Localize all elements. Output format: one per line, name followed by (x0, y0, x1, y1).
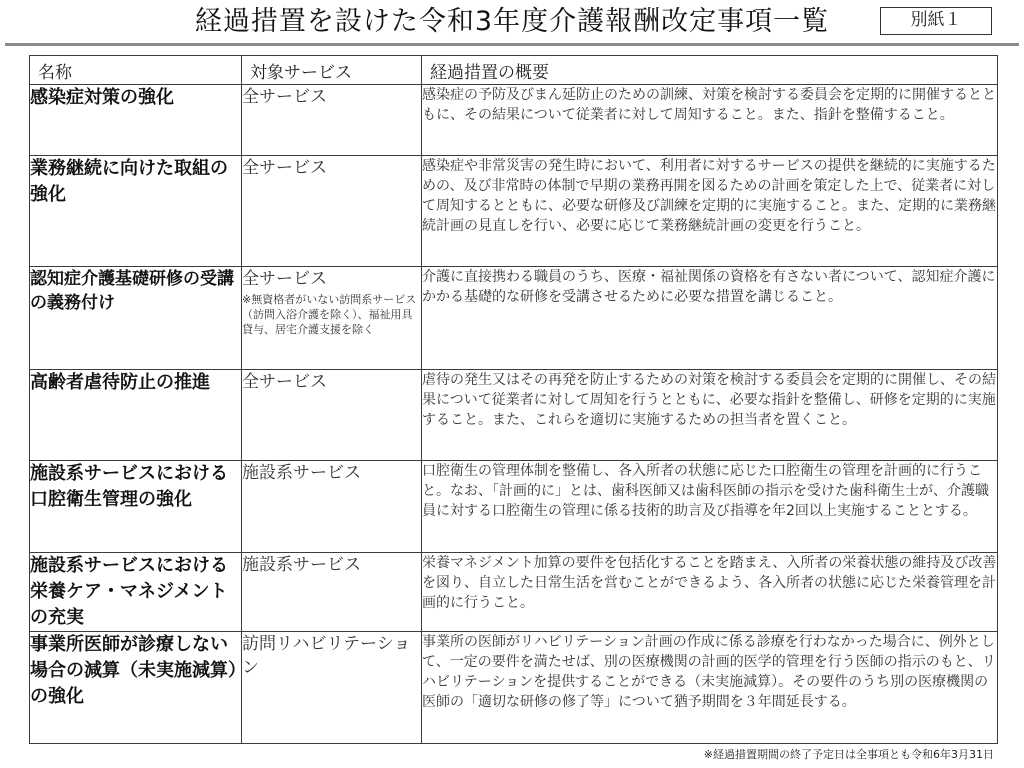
row-name: 感染症対策の強化 (30, 85, 242, 156)
row-service: 全サービス (242, 156, 422, 267)
row-name: 施設系サービスにおける栄養ケア・マネジメントの充実 (30, 553, 242, 632)
table-row (30, 267, 998, 370)
table-row (30, 553, 998, 632)
row-name: 事業所医師が診療しない場合の減算（未実施減算）の強化 (30, 632, 242, 744)
table-row (30, 156, 998, 267)
table-row (30, 370, 998, 461)
attachment-label: 別紙１ (880, 7, 992, 35)
table-row (30, 461, 998, 553)
row-name: 高齢者虐待防止の推進 (30, 370, 242, 461)
header-service: 対象サービス (242, 56, 422, 85)
row-service: 全サービス (242, 85, 422, 156)
row-name: 施設系サービスにおける口腔衛生管理の強化 (30, 461, 242, 553)
table-row (30, 632, 998, 744)
table-header-row (30, 56, 998, 85)
row-name: 業務継続に向けた取組の強化 (30, 156, 242, 267)
table-row (30, 85, 998, 156)
row-service: 全サービス (242, 370, 422, 461)
row-summary: 口腔衛生の管理体制を整備し、各入所者の状態に応じた口腔衛生の管理を計画的に行うこと。なお、「計画的に」とは、歯科医師又は歯科医師の指示を受けた歯科衛生士が、介護職員に対する口腔衛生の管理に係る技術的助言及び指導を年2回以上実施することとする。 (422, 461, 998, 553)
row-service-cell (242, 267, 422, 370)
row-service: 全サービス (242, 269, 327, 289)
row-service: 施設系サービス (242, 461, 422, 553)
header-summary: 経過措置の概要 (422, 56, 998, 85)
row-service-note: ※無資格者がいない訪問系サービス（訪問入浴介護を除く）、福祉用具貸与、居宅介護支援を除く (242, 293, 417, 336)
row-summary: 事業所の医師がリハビリテーション計画の作成に係る診療を行わなかった場合に、例外として、一定の要件を満たせば、別の医療機関の計画的医学的管理を行う医師の指示のもと、リハビリテーションを提供することができる（未実施減算）。その要件のうち別の医療機関の医師の「適切な研修の修了等」について猶予期間を３年間延長する。 (422, 632, 998, 744)
row-service: 訪問リハビリテーション (242, 632, 422, 744)
title-divider (5, 43, 1019, 46)
footnote: ※経過措置期間の終了予定日は全事項とも令和6年3月31日 (703, 748, 994, 761)
row-summary: 虐待の発生又はその再発を防止するための対策を検討する委員会を定期的に開催し、その結果について従業者に対して周知を行うとともに、必要な指針を整備し、研修を定期的に実施すること。また、これらを適切に実施するための担当者を置くこと。 (422, 370, 998, 461)
row-service: 施設系サービス (242, 553, 422, 632)
document-title: 経過措置を設けた令和3年度介護報酬改定事項一覧 (194, 6, 830, 37)
row-summary: 感染症や非常災害の発生時において、利用者に対するサービスの提供を継続的に実施するための、及び非常時の体制で早期の業務再開を図るための計画を策定した上で、従業者に対して周知するとともに、必要な研修及び訓練を定期的に実施すること。また、定期的に業務継続計画の見直しを行い、必要に応じて業務継続計画の変更を行うこと。 (422, 156, 998, 267)
transitional-measures-table (29, 55, 998, 744)
row-summary: 感染症の予防及びまん延防止のための訓練、対策を検討する委員会を定期的に開催するとともに、その結果について従業者に対して周知すること。また、指針を整備すること。 (422, 85, 998, 156)
row-summary: 介護に直接携わる職員のうち、医療・福祉関係の資格を有さない者について、認知症介護にかかる基礎的な研修を受講させるために必要な措置を講じること。 (422, 267, 998, 370)
row-name: 認知症介護基礎研修の受講の義務付け (30, 267, 242, 370)
header-name: 名称 (30, 56, 242, 85)
row-summary: 栄養マネジメント加算の要件を包括化することを踏まえ、入所者の栄養状態の維持及び改善を図り、自立した日常生活を営むことができるよう、各入所者の状態に応じた栄養管理を計画的に行うこと。 (422, 553, 998, 632)
